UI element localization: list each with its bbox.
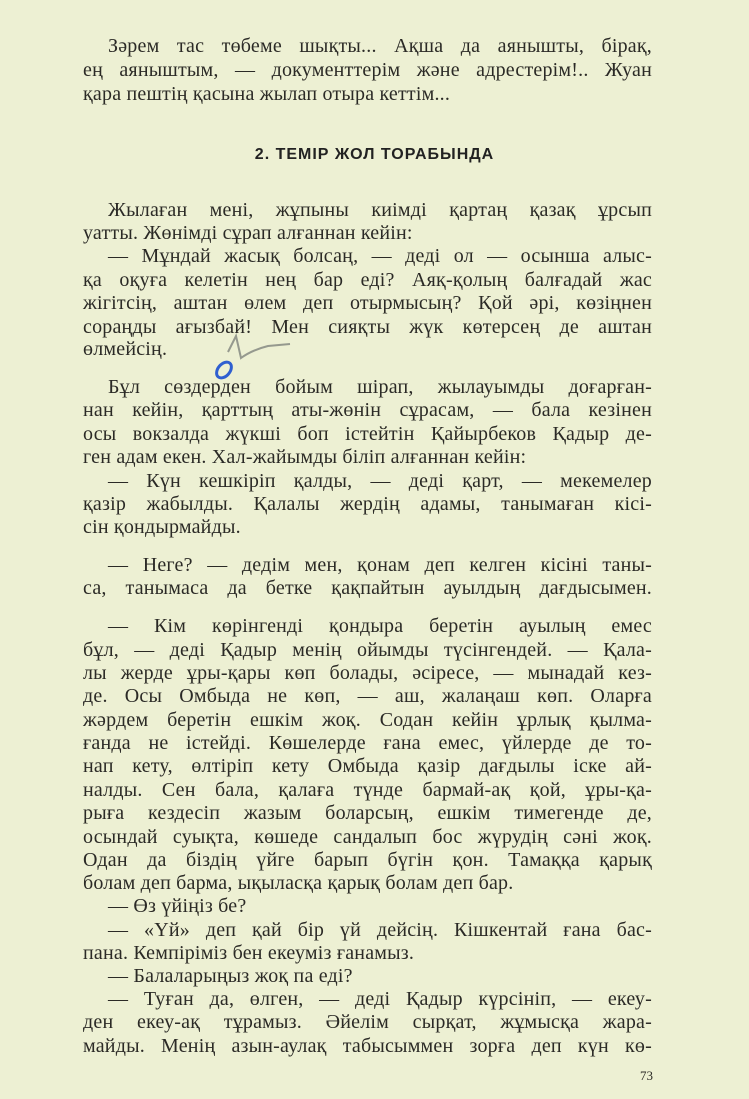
page-number: 73 [640,1068,653,1083]
text-line: налды. Сен бала, қалаға түнде бармай-ақ қой, ұры-қа- [83,779,652,801]
text-line: қазір жабылды. Қалалы жердің адамы, танымаған кісі- [83,493,652,515]
text-line: қара пештің қасына жылап отыра кеттім... [83,83,451,105]
text-line: жәрдем беретін ешкім жоқ. Содан кейін ұрлық қылма- [83,709,652,731]
text-line: Бұл сөздерден бойым шірап, жылауымды доғарған- [108,376,652,398]
text-line: сін қондырмайды. [83,516,241,538]
text-line: рыға кездесіп жазым боларсың, ешкім тимегенде де, [83,802,652,824]
text-line: болам деп барма, ықыласқа қарық болам деп бар. [83,872,514,894]
text-line: жігітсің, аштан өлем деп отырмысың? Қой әрі, көзіңнен [83,292,652,314]
text-line: — Өз үйіңіз бе? [108,895,247,917]
text-line: са, танымаса да бетке қақпайтын ауылдың дағдысымен. [83,577,652,599]
text-line: — Күн кешкіріп қалды, — деді қарт, — мекемелер [108,470,652,492]
text-line: Одан да біздің үйге барып бүгін қон. Тамаққа қарық [83,849,652,871]
text-line: сораңды ағызбай! Мен сияқты жүк көтерсең де аштан [83,316,652,338]
text-line: Жылаған мені, жұпыны киімді қартаң қазақ ұрсып [108,199,652,221]
text-line: лы жерде ұры-қары көп болады, әсіресе, — мынадай кез- [83,662,652,684]
chapter-heading: 2. ТЕМІР ЖОЛ ТОРАБЫНДА [254,146,495,163]
text-line: Зәрем тас төбеме шықты... Ақша да аянышты, бірақ, [108,35,652,57]
text-line: ден екеу-ақ тұрамыз. Әйелім сырқат, жұмысқа жара- [83,1011,652,1033]
text-line: де. Осы Омбыда не көп, — аш, жалаңаш көп. Оларға [83,685,652,707]
text-line: ғанда не істейді. Көшелерде ғана емес, үйлерде де то- [83,732,652,754]
text-line: ген адам екен. Хал-жайымды біліп алғаннан кейін: [83,446,527,468]
text-line: өлмейсің. [83,338,168,360]
text-line: — Неге? — дедім мен, қонам деп келген кісіні таны- [108,554,652,576]
text-line: ең аяныштым, — документтерім және адрестерім!.. Жуан [83,59,652,81]
text-line: — Туған да, өлген, — деді Қадыр күрсініп, — екеу- [108,988,652,1010]
pencil-check-mark [228,336,290,358]
text-line: бұл, — деді Қадыр менің ойымды түсінгендей. — Қала- [83,639,652,661]
text-line: нан кейін, қарттың аты-жөнін сұрасам, — бала кезінен [83,399,652,421]
text-line: нап кету, өлтіріп кету Омбыда қазір дағдылы іске ай- [83,755,652,777]
text-line: қа оқуға келетін нең бар еді? Аяқ-қолың балғадай жас [83,269,652,291]
text-line: осындай суықта, көшеде сандалып бос жүрудің сәні жоқ. [83,826,652,848]
text-line: уатты. Жөнімді сұрап алғаннан кейін: [83,222,413,244]
text-line: майды. Менің азын-аулақ табысыммен зорға деп күн кө- [83,1035,652,1057]
text-line: — Мұндай жасық болсаң, — деді ол — осынша алыс- [108,245,652,267]
text-line: — Кім көрінгенді қондыра беретін ауылың емес [108,615,652,637]
text-line: — «Үй» деп қай бір үй дейсің. Кішкентай ғана бас- [108,919,652,941]
text-line: осы вокзалда жүкші боп істейтін Қайырбеков Қадыр де- [83,423,652,445]
text-line: пана. Кемпіріміз бен екеуміз ғанамыз. [83,942,415,964]
blue-ink-loop [214,359,235,381]
text-line: — Балаларыңыз жоқ па еді? [108,965,353,987]
